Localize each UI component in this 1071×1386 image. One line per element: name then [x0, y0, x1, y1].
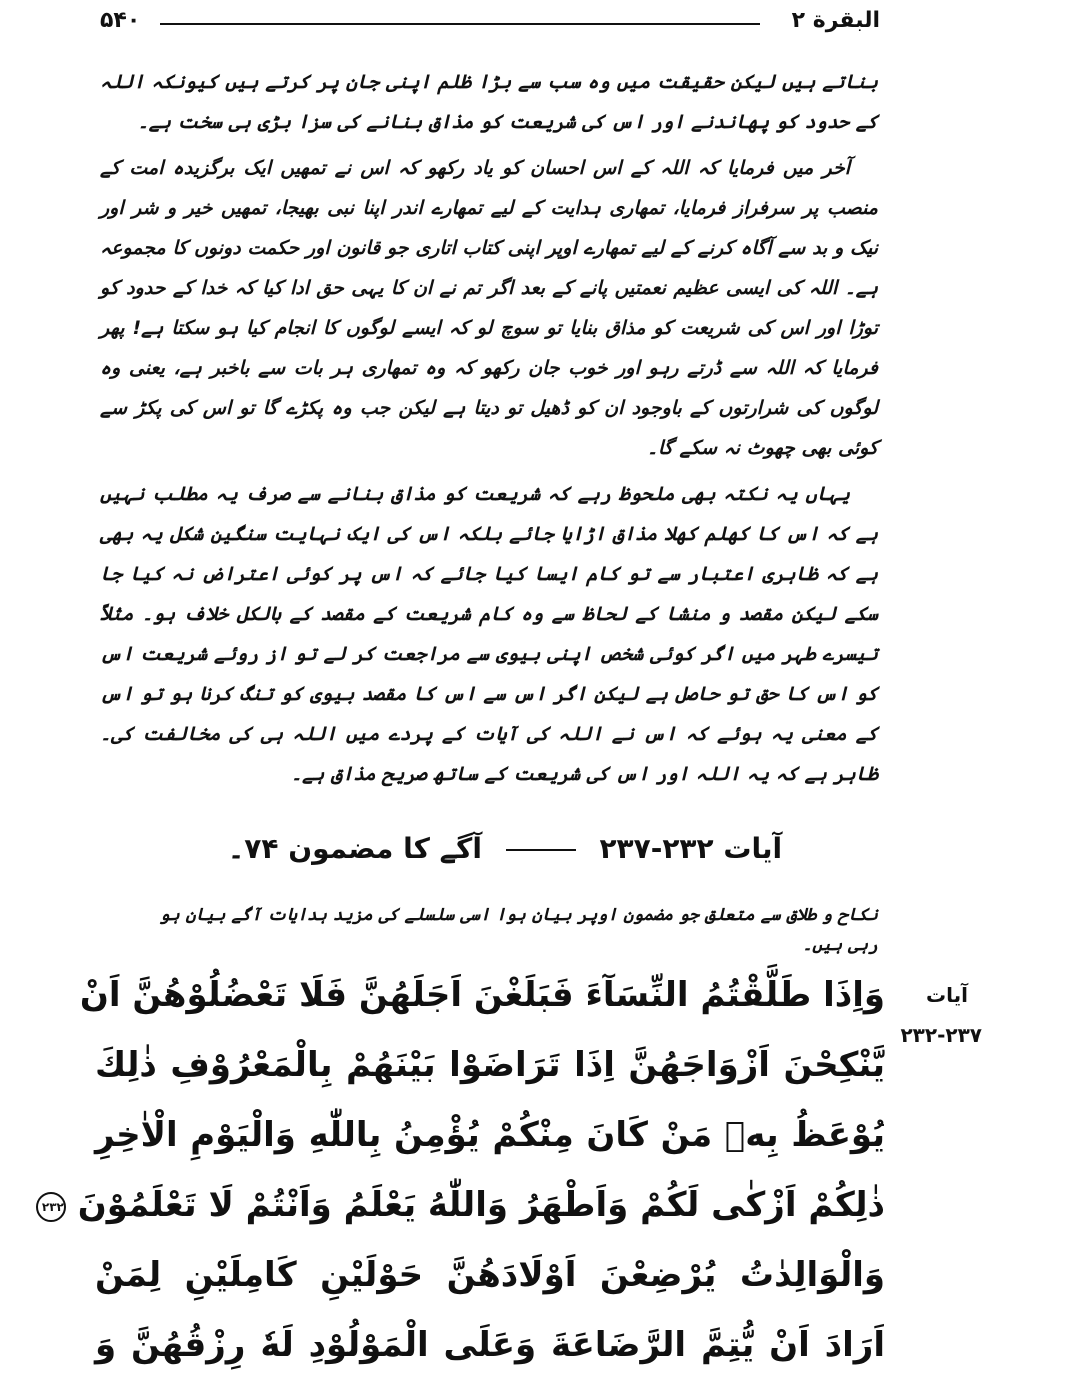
section-number: ۷۴۔	[227, 832, 279, 865]
surah-title: البقرة ۲	[791, 8, 880, 33]
verse-line: وَاِذَا طَلَّقْتُمُ النِّسَآءَ فَبَلَغْنَ اَجَلَهُنَّ فَلَا تَعْضُلُوْهُنَّ اَنْ	[79, 975, 885, 1015]
section-intro: نکاح و طلاق سے متعلق جو مضمون اوپر بیان ہوا اسی سلسلے کی مزید ہدایات آگے بیان ہو رہی ہیں۔	[159, 905, 878, 955]
margin-label: آیات	[926, 983, 968, 1007]
section-range: آیات ۲۳۲-۲۳۷	[599, 832, 783, 865]
section-heading	[225, 832, 785, 876]
commentary-text	[100, 62, 878, 800]
verse-line-with-marker	[41, 1170, 885, 1240]
verse-line: وَالْوَالِدٰتُ يُرْضِعْنَ اَوْلَادَهُنَّ حَوْلَيْنِ كَامِلَيْنِ لِمَنْ	[95, 1255, 885, 1295]
verse-line: اَرَادَ اَنْ يُّتِمَّ الرَّضَاعَةَ وَعَلَى الْمَوْلُوْدِ لَهٗ رِزْقُهُنَّ وَ	[95, 1325, 885, 1365]
margin-verse-note	[900, 975, 982, 1055]
page-number: ۵۴۰	[100, 8, 141, 33]
verse-end-marker: ۲۳۲	[36, 1192, 66, 1222]
verse-line-text: ذٰلِكُمْ اَزْكٰى لَكُمْ وَاَطْهَرُ وَاللّٰهُ يَعْلَمُ وَاَنْتُمْ لَا تَعْلَمُوْنَ	[77, 1185, 885, 1225]
commentary-paragraph: یہاں یہ نکتہ بھی ملحوظ رہے کہ شریعت کو مذاق بنانے سے صرف یہ مطلب نہیں ہے کہ اس کا کھلم کھلا مذاق اڑایا جائے بلکہ اس کی ایک نہایت سنگین شکل یہ بھی ہے کہ ظاہری اعتبار سے تو کام ایسا کیا جائے کہ اس پر کوئی اعتراض نہ کیا جا سکے لیکن مقصد و منشا کے لحاظ سے وہ کام شریعت کے مقصد کے بالکل خلاف ہو۔ مثلاً تیسرے طہر میں اگر کوئی شخص اپنی بیوی سے مراجعت کر لے تو از روئے شریعت اس کو اس کا حق تو حاصل ہے لیکن اگر اس سے اس کا مقصد بیوی کو تنگ کرنا ہو تو اس کے معنی یہ ہوئے کہ اس نے اللہ کی آیات کے پردے میں اللہ ہی کی مخالفت کی۔ ظاہر ہے کہ یہ اللہ اور اس کی شریعت کے ساتھ صریح مذاق ہے۔	[100, 483, 878, 785]
page-header	[100, 8, 880, 38]
header-rule	[160, 23, 760, 25]
quran-verses	[41, 960, 885, 1380]
verse-line: يَّنْكِحْنَ اَزْوَاجَهُنَّ اِذَا تَرَاضَوْا بَيْنَهُمْ بِالْمَعْرُوْفِ ذٰلِكَ	[95, 1045, 885, 1085]
commentary-paragraph: بناتے ہیں لیکن حقیقت میں وہ سب سے بڑا ظلم اپنی جان پر کرتے ہیں کیونکہ اللہ کے حدود کو پھاندنے اور اس کی شریعت کو مذاق بنانے کی سزا بڑی ہی سخت ہے۔	[100, 71, 878, 133]
commentary-paragraph: آخر میں فرمایا کہ اللہ کے اس احسان کو یاد رکھو کہ اس نے تمھیں ایک برگزیدہ امت کے منصب پر سرفراز فرمایا، تمھاری ہدایت کے لیے تمھارے اندر اپنا نبی بھیجا، تمھیں خیر و شر اور نیک و بد سے آگاہ کرنے کے لیے تمھارے اوپر اپنی کتاب اتاری جو قانون اور حکمت دونوں کا مجموعہ ہے۔ اللہ کی ایسی عظیم نعمتیں پانے کے بعد اگر تم نے ان کا یہی حق ادا کیا کہ خدا کے حدود کو توڑا اور اس کی شریعت کو مذاق بنایا تو سوچ لو کہ ایسے لوگوں کا انجام کیا ہو سکتا ہے! پھر فرمایا کہ اللہ سے ڈرتے رہو اور خوب جان رکھو کہ وہ تمھاری ہر بات سے باخبر ہے، یعنی وہ لوگوں کی شرارتوں کے باوجود ان کو ڈھیل تو دیتا ہے لیکن جب وہ پکڑے گا تو اس کی پکڑ سے کوئی بھی چھوٹ نہ سکے گا۔	[100, 157, 878, 459]
section-title: آگے کا مضمون	[288, 832, 482, 865]
verse-line: يُوْعَظُ بِهٖ مَنْ كَانَ مِنْكُمْ يُؤْمِنُ بِاللّٰهِ وَالْيَوْمِ الْاٰخِرِ	[95, 1115, 885, 1155]
heading-dash	[506, 849, 576, 851]
margin-range: ۲۳۲-۲۳۷	[900, 1023, 982, 1047]
